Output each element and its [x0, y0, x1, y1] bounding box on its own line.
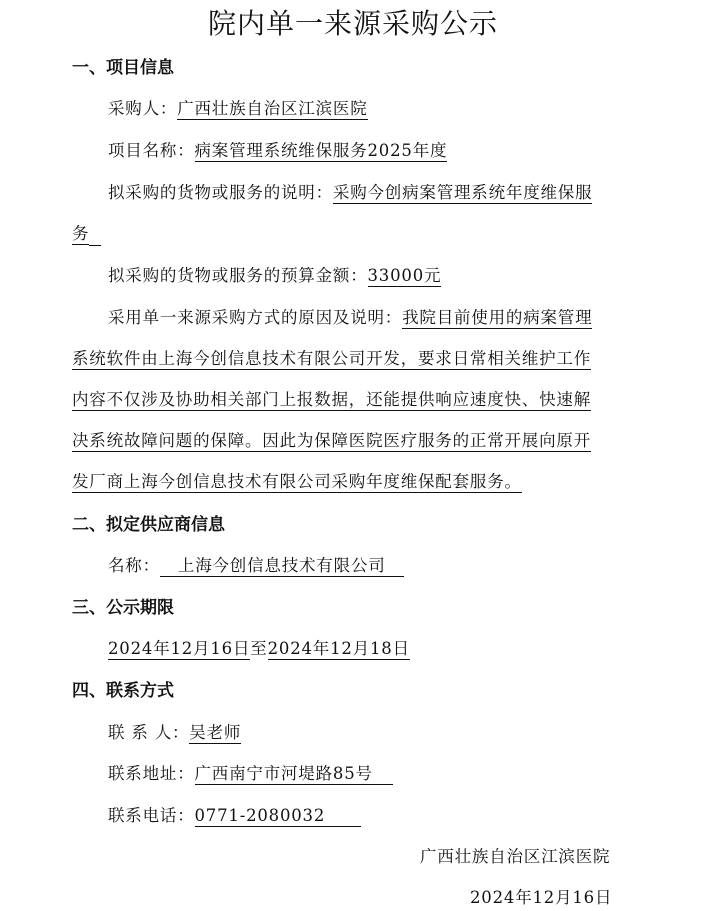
goods-description-row	[108, 181, 592, 205]
reason-value: 我院目前使用的病案管理	[402, 308, 593, 327]
reason-line-4	[72, 429, 591, 453]
purchaser-row	[108, 97, 368, 121]
contact-person-value: 吴老师	[189, 723, 242, 742]
period-start: 2024年12月16日	[108, 639, 251, 658]
project-name-label: 项目名称：	[108, 141, 195, 160]
contact-address-value: 广西南宁市河堤路85号	[195, 764, 393, 785]
section-heading-project-info: 一、项目信息	[72, 58, 174, 78]
section-heading-contact: 四、联系方式	[72, 681, 174, 701]
goods-description-value: 采购今创病案管理系统年度维保服	[332, 183, 593, 202]
reason-text: 内容不仅涉及协助相关部门上报数据，还能提供响应速度快、快速解	[72, 390, 591, 409]
reason-text: 系统软件由上海今创信息技术有限公司开发，要求日常相关维护工作	[72, 349, 591, 368]
contact-phone-value: 0771-2080032	[195, 806, 362, 827]
reason-label: 采用单一来源采购方式的原因及说明：	[108, 308, 403, 327]
contact-person-label: 联 系 人：	[108, 723, 190, 742]
contact-address-row	[108, 762, 393, 786]
footer-organization: 广西壮族自治区江滨医院	[420, 847, 611, 866]
reason-line-3	[72, 388, 591, 412]
underline-blank	[89, 227, 101, 246]
reason-line-5	[72, 470, 522, 494]
goods-description-continued	[72, 222, 101, 246]
supplier-value: 上海今创信息技术有限公司	[160, 556, 404, 577]
section-heading-supplier: 二、拟定供应商信息	[72, 515, 225, 535]
purchaser-label: 采购人：	[108, 99, 178, 118]
supplier-label: 名称：	[108, 556, 160, 575]
supplier-row	[108, 554, 404, 578]
reason-row	[108, 306, 592, 330]
period-to: 至	[250, 639, 268, 658]
contact-person-row	[108, 721, 241, 745]
purchaser-value: 广西壮族自治区江滨医院	[177, 99, 368, 118]
goods-description-value-cont: 务	[72, 224, 90, 243]
document-title: 院内单一来源采购公示	[207, 7, 498, 40]
contact-address-label: 联系地址：	[108, 764, 195, 783]
reason-text: 决系统故障问题的保障。因此为保障医院医疗服务的正常开展向原开	[72, 431, 591, 450]
budget-row	[108, 264, 441, 288]
footer-date: 2024年12月16日	[470, 888, 613, 907]
contact-phone-row	[108, 804, 361, 828]
reason-text: 发厂商上海今创信息技术有限公司采购年度维保配套服务。	[72, 472, 522, 491]
goods-description-label: 拟采购的货物或服务的说明：	[108, 183, 333, 202]
project-name-row	[108, 139, 447, 163]
budget-label: 拟采购的货物或服务的预算金额：	[108, 266, 368, 285]
period-end: 2024年12月18日	[267, 639, 410, 658]
budget-value: 33000元	[367, 266, 442, 285]
period-row	[108, 637, 410, 661]
contact-phone-label: 联系电话：	[108, 806, 195, 825]
reason-line-2	[72, 347, 591, 371]
project-name-value: 病案管理系统维保服务2025年度	[194, 141, 448, 160]
section-heading-period: 三、公示期限	[72, 598, 174, 618]
